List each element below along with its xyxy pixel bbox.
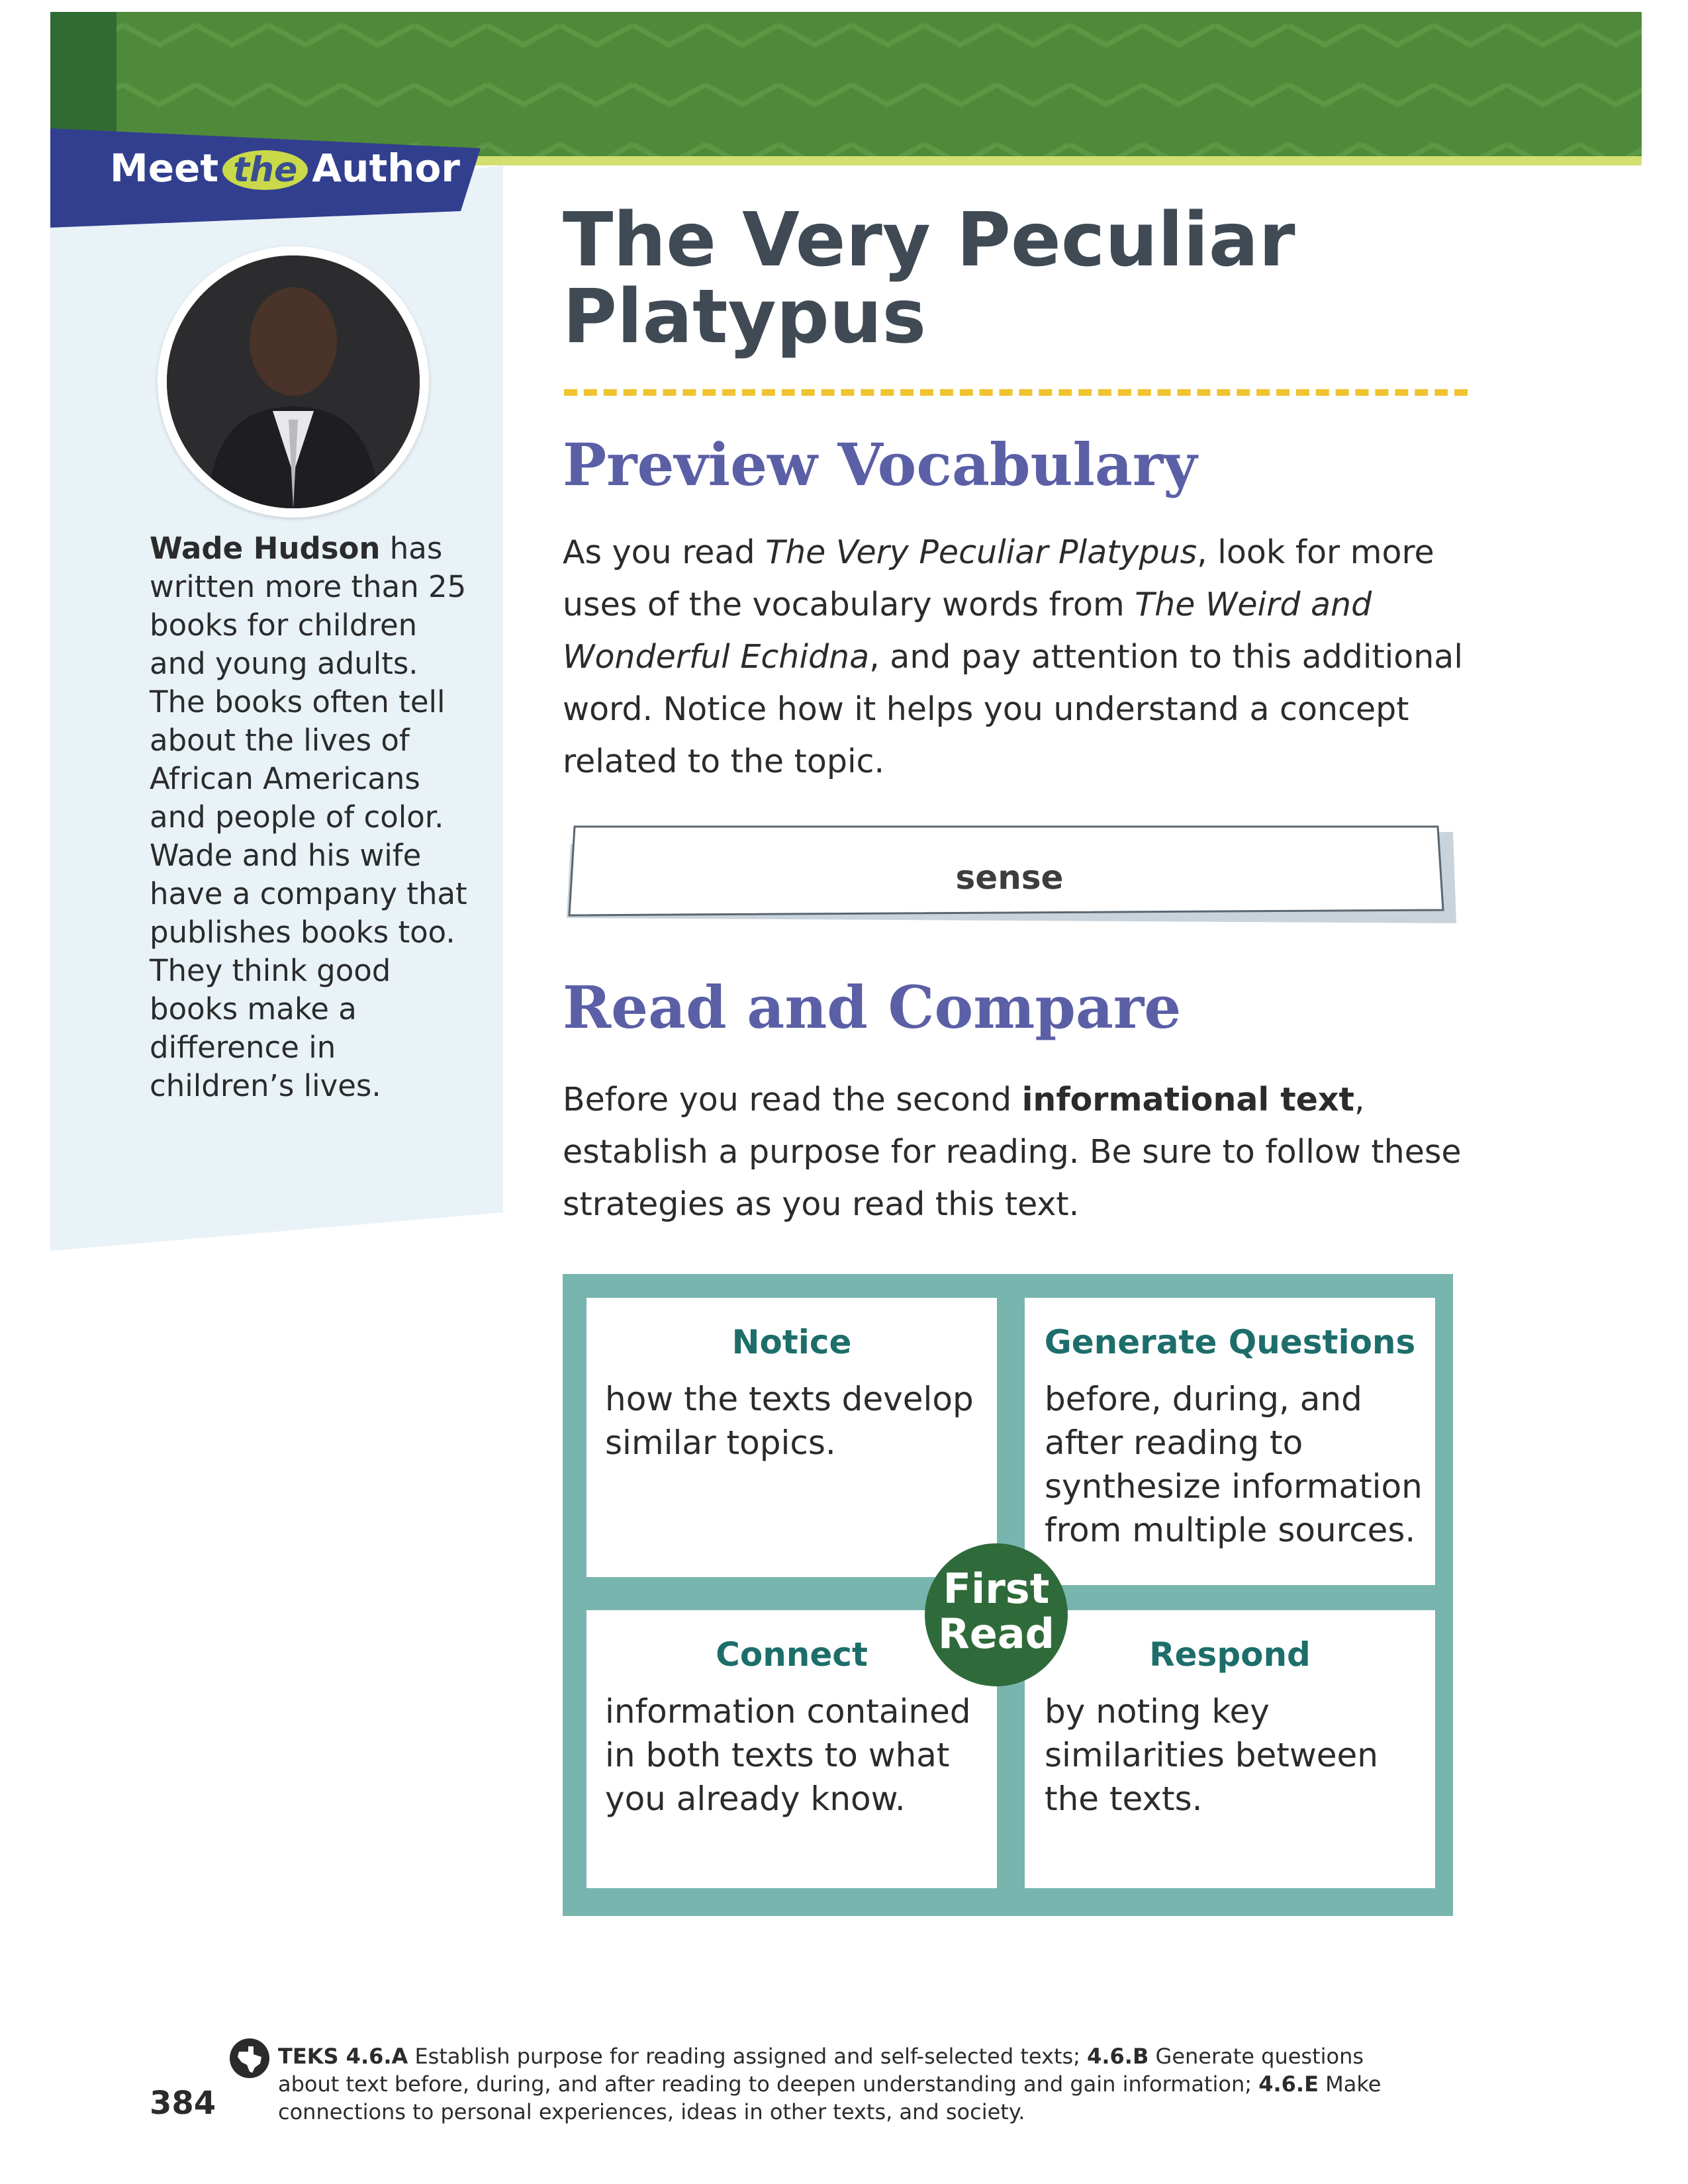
preview-text-part: , look for more uses of the vocabulary words from — [563, 533, 1434, 623]
tag-meet: Meet — [110, 146, 219, 191]
author-tag-label — [110, 146, 460, 191]
preview-book-title: The Weird and Wonderful Echidna — [563, 586, 1372, 676]
texas-state-icon — [228, 2037, 271, 2079]
page-title: The Very Peculiar Platypus — [563, 197, 1295, 360]
strategy-text: before, during, and after reading to synthesize information from multiple sources. — [1045, 1380, 1423, 1549]
teks-label: 4.6.E — [1258, 2071, 1319, 2097]
strategy-title: Generate Questions — [1044, 1323, 1416, 1361]
preview-vocabulary-text — [563, 526, 1463, 788]
strategy-text: information contained in both texts to what you already know. — [605, 1692, 971, 1818]
strategy-card-generate-questions — [1025, 1298, 1435, 1585]
title-divider — [564, 389, 1468, 396]
page-number: 384 — [150, 2085, 216, 2122]
read-text-part: , establish a purpose for reading. Be sure to follow these strategies as you read this text. — [563, 1081, 1462, 1223]
author-photo — [158, 246, 429, 518]
vocabulary-word: sense — [955, 858, 1064, 897]
read-and-compare-heading: Read and Compare — [563, 973, 1182, 1042]
strategy-title: Respond — [1149, 1635, 1311, 1674]
author-portrait — [167, 255, 420, 508]
strategy-card-respond — [1025, 1610, 1435, 1888]
read-and-compare-text — [563, 1073, 1463, 1230]
tag-author: Author — [312, 146, 460, 191]
badge-line: First — [943, 1565, 1050, 1613]
banner-stripe — [463, 156, 1642, 165]
author-bio — [150, 529, 467, 1105]
strategy-text: by noting key similarities between the texts. — [1045, 1692, 1378, 1818]
teks-text: Make connections to personal experiences, ideas in other texts, and society. — [278, 2071, 1382, 2124]
read-text-emphasis: informational text — [1021, 1081, 1354, 1118]
strategy-title: Notice — [731, 1323, 852, 1361]
first-read-badge — [920, 1539, 1072, 1691]
teks-label: TEKS 4.6.A — [278, 2044, 408, 2069]
teks-label: 4.6.B — [1087, 2044, 1149, 2069]
preview-book-title: The Very Peculiar Platypus — [765, 533, 1197, 571]
preview-text-part: As you read — [563, 533, 766, 571]
teks-standards — [278, 2042, 1403, 2126]
teks-text: Establish purpose for reading assigned and self-selected texts; — [408, 2044, 1088, 2069]
strategy-card-notice — [586, 1298, 997, 1577]
meet-the-author-tag — [50, 122, 481, 228]
teks-text: Generate questions about text before, during, and after reading to deepen understanding and gain information; — [278, 2044, 1364, 2097]
strategy-title: Connect — [716, 1635, 868, 1674]
badge-line: Read — [937, 1610, 1055, 1658]
preview-vocabulary-heading: Preview Vocabulary — [563, 430, 1197, 499]
author-name: Wade Hudson — [150, 531, 381, 566]
tag-the: the — [222, 150, 308, 190]
preview-text-part: , and pay attention to this additional word. Notice how it helps you understand a concept related to the topic. — [563, 638, 1463, 780]
vocabulary-word-box — [563, 824, 1456, 927]
texas-icon — [228, 2037, 271, 2079]
strategy-text: how the texts develop similar topics. — [605, 1380, 974, 1462]
author-bio-text: has written more than 25 books for children and young adults. The books often tell about the lives of African Americans and people of color. Wade and his wife have a company that publishes books too. They think good books make a difference in children’s lives. — [150, 531, 467, 1103]
portrait-illustration — [167, 255, 420, 508]
read-text-part: Before you read the second — [563, 1081, 1022, 1118]
badge-label — [920, 1567, 1072, 1657]
